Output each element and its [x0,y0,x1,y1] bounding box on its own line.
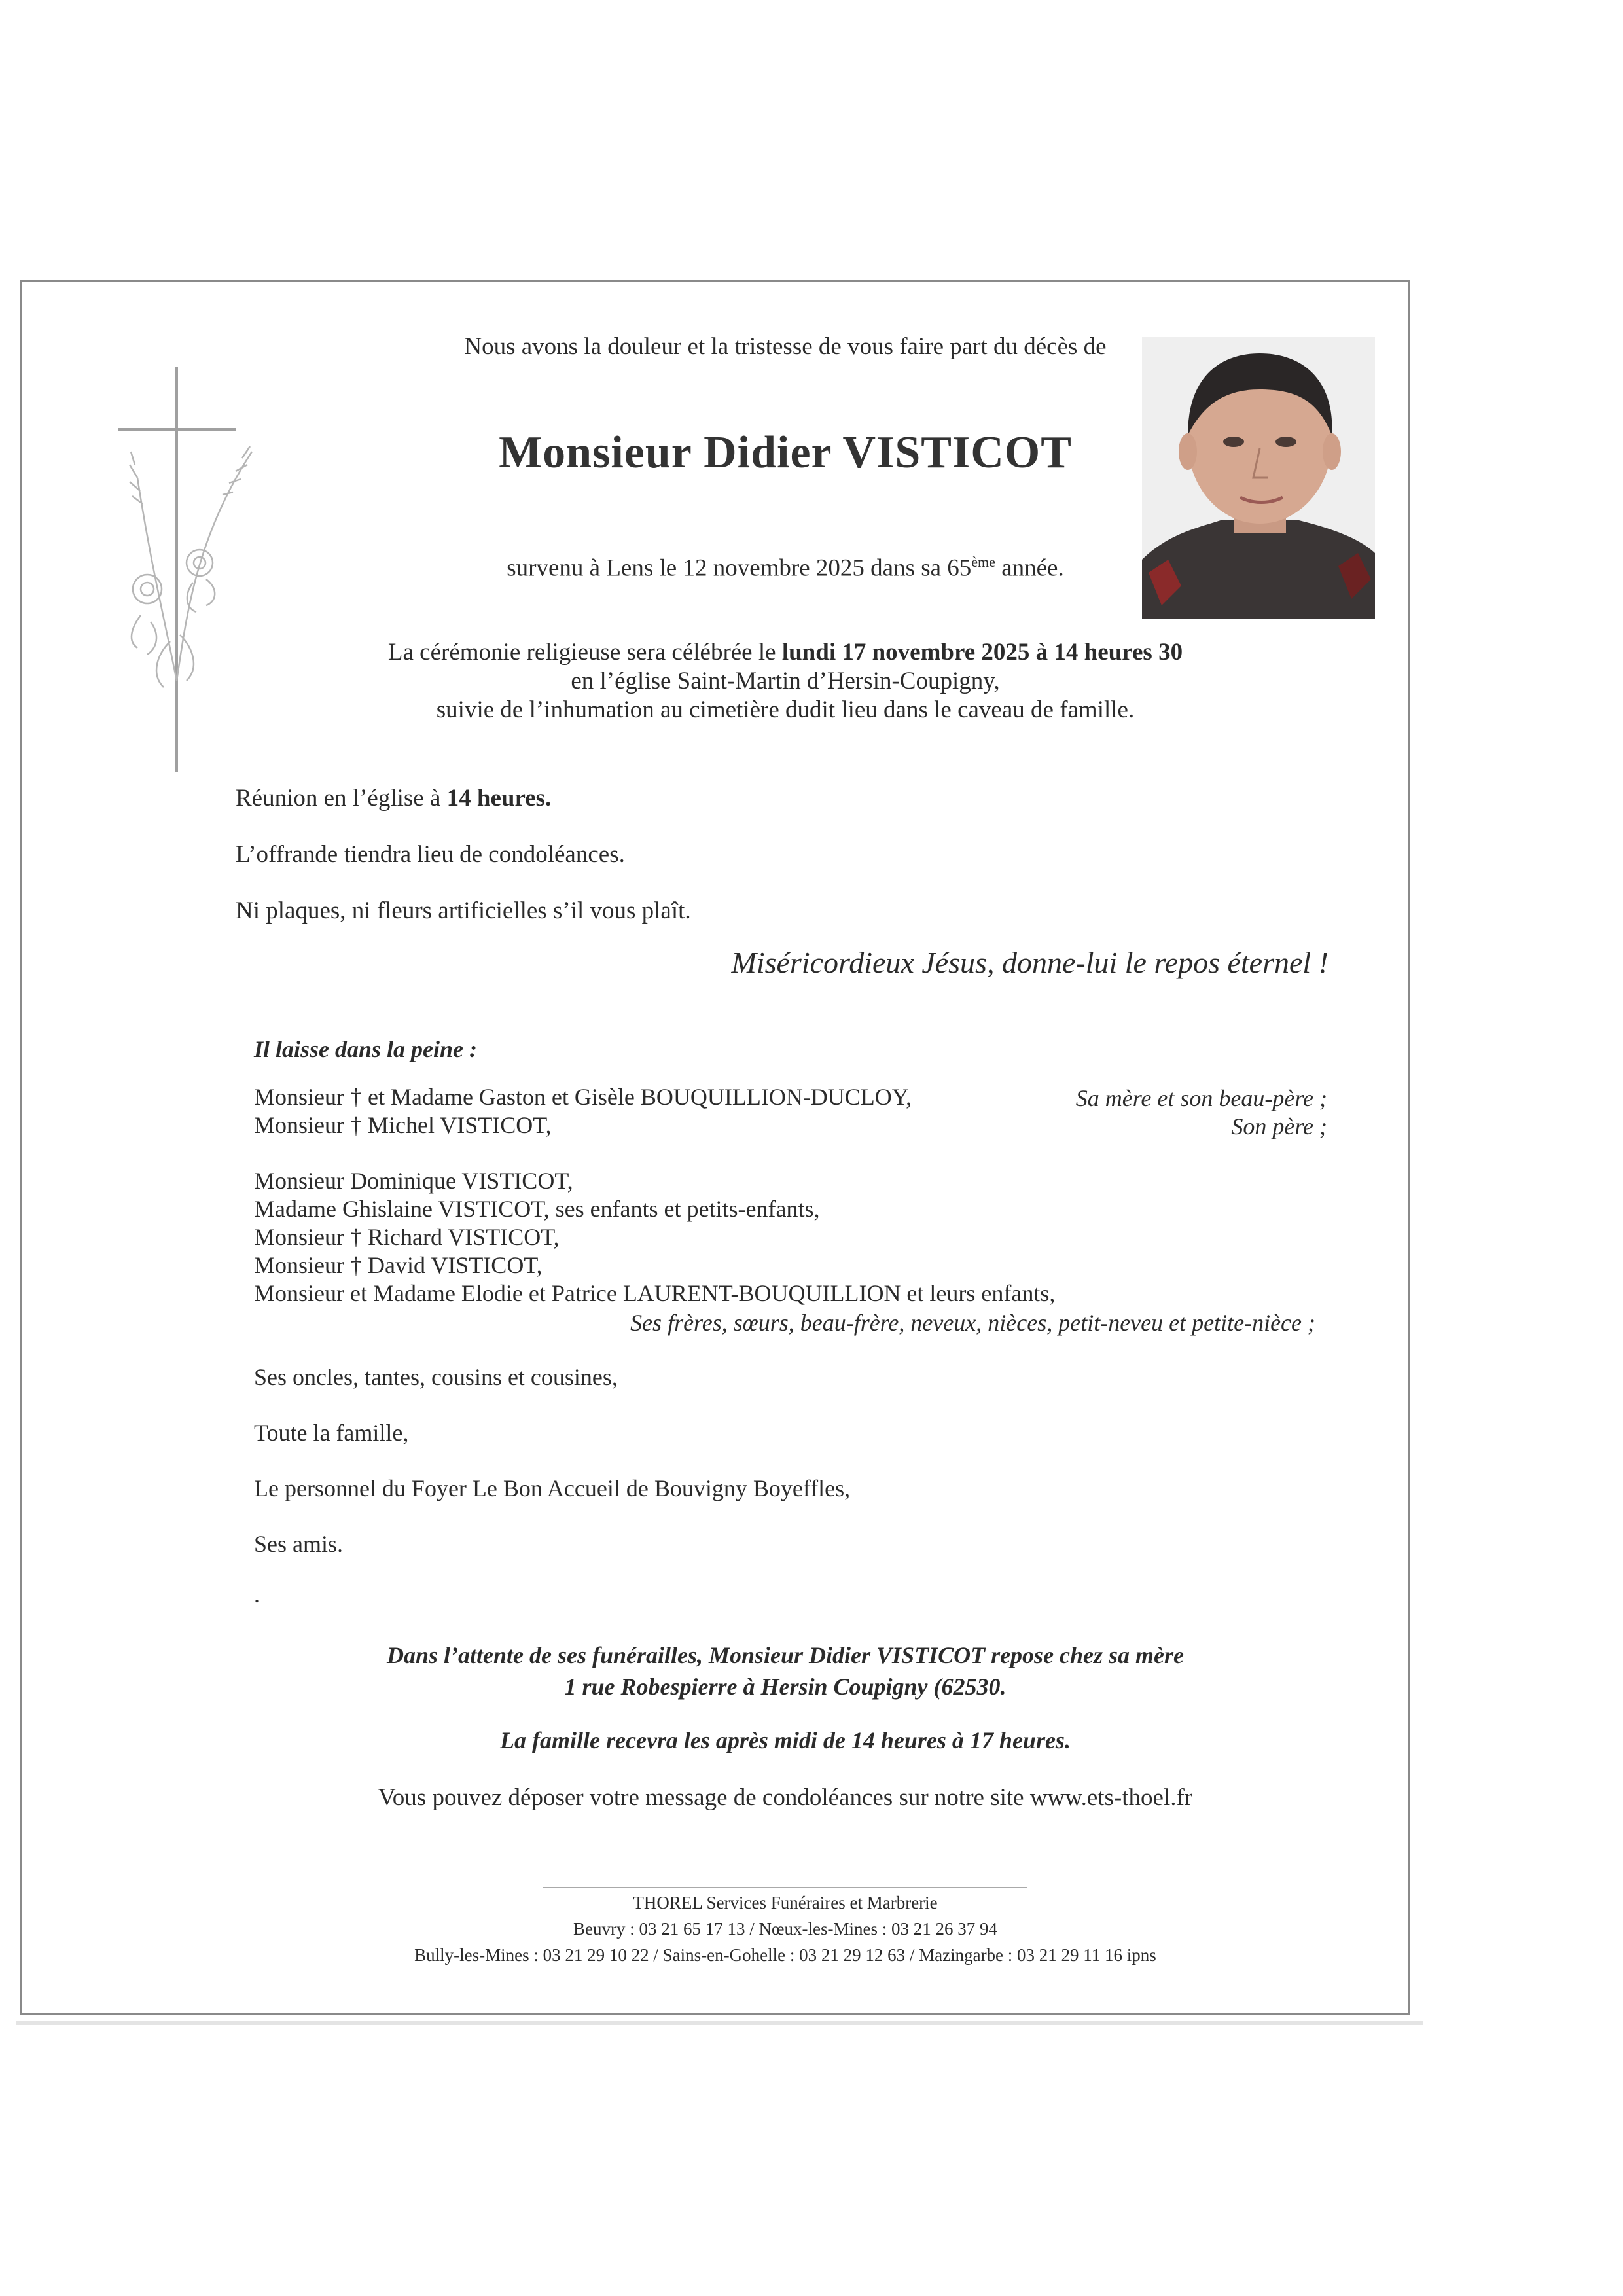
deceased-name: Monsieur Didier VISTICOT [499,427,1072,478]
family-sibling: Monsieur † David VISTICOT, [254,1252,543,1278]
family-sibling: Madame Ghislaine VISTICOT, ses enfants et petits-enfants, [254,1196,820,1222]
footer-divider [543,1887,1027,1888]
born-sup: ème [971,554,995,570]
offrande-text: L’offrande tiendra lieu de condoléances. [236,841,625,868]
family-heading: Il laisse dans la peine : [254,1036,478,1062]
portrait-photo [1142,337,1375,619]
ceremony-block [262,638,1309,725]
website-text: Vous pouvez déposer votre message de condoléances sur notre site www.ets-thoel.fr [378,1784,1193,1811]
repose-block [262,1640,1309,1702]
born-prefix: survenu à Lens le 12 novembre 2025 dans sa 65 [507,554,972,582]
death-date-text [327,554,1243,582]
reunion-text [236,784,551,812]
reunion-prefix: Réunion en l’église à [236,785,447,812]
footer-phones-1: Beuvry : 03 21 65 17 13 / Nœux-les-Mines : 03 21 26 37 94 [573,1919,997,1939]
born-suffix: année. [995,554,1064,582]
footer-phones-2: Bully-les-Mines : 03 21 29 10 22 / Sains-en-Gohelle : 03 21 29 12 63 / Mazingarbe : 03 21 29 11 16 ipns [414,1945,1156,1965]
siblings-relation: Ses frères, sœurs, beau-frère, neveux, nièces, petit-neveu et petite-nièce ; [630,1310,1315,1336]
ceremony-line-3: suivie de l’inhumation au cimetière dudit lieu dans le caveau de famille. [436,696,1135,723]
family-sibling: Monsieur Dominique VISTICOT, [254,1168,573,1194]
fleurs-text: Ni plaques, ni fleurs artificielles s’il vous plaît. [236,897,691,924]
family-sibling: Monsieur † Richard VISTICOT, [254,1224,560,1250]
stray-dot: . [254,1581,260,1607]
family-other: Le personnel du Foyer Le Bon Accueil de Bouvigny Boyeffles, [254,1475,851,1501]
intro-text: Nous avons la douleur et la tristesse de vous faire part du décès de [464,333,1107,360]
frame-shadow [16,2021,1423,2025]
family-parent-relation: Sa mère et son beau-père ; [1075,1085,1327,1111]
repose-line-2: 1 rue Robespierre à Hersin Coupigny (62530. [564,1674,1007,1700]
repose-line-1: Dans l’attente de ses funérailles, Monsieur Didier VISTICOT repose chez sa mère [386,1642,1185,1668]
ceremony-prefix: La cérémonie religieuse sera célébrée le [387,639,782,666]
visits-text: La famille recevra les après midi de 14 heures à 17 heures. [500,1727,1071,1753]
cross-ornament-icon [111,367,281,772]
reunion-time: 14 heures. [446,785,552,812]
family-other: Ses oncles, tantes, cousins et cousines, [254,1364,618,1390]
family-sibling: Monsieur et Madame Elodie et Patrice LAURENT-BOUQUILLION et leurs enfants, [254,1280,1056,1306]
prayer-text: Miséricordieux Jésus, donne-lui le repos éternel ! [731,946,1329,979]
ceremony-date: lundi 17 novembre 2025 à 14 heures 30 [781,639,1183,666]
footer-company: THOREL Services Funéraires et Marbrerie [633,1893,938,1912]
family-parent-relation: Son père ; [1231,1113,1327,1139]
ceremony-line-1 [262,638,1309,667]
family-parent-name: Monsieur † et Madame Gaston et Gisèle BOUQUILLION-DUCLOY, [254,1084,912,1110]
family-other: Toute la famille, [254,1420,409,1446]
portrait-image [1142,337,1375,619]
family-other: Ses amis. [254,1531,344,1557]
family-parent-name: Monsieur † Michel VISTICOT, [254,1112,552,1138]
ceremony-line-2: en l’église Saint-Martin d’Hersin-Coupigny, [571,668,1000,694]
